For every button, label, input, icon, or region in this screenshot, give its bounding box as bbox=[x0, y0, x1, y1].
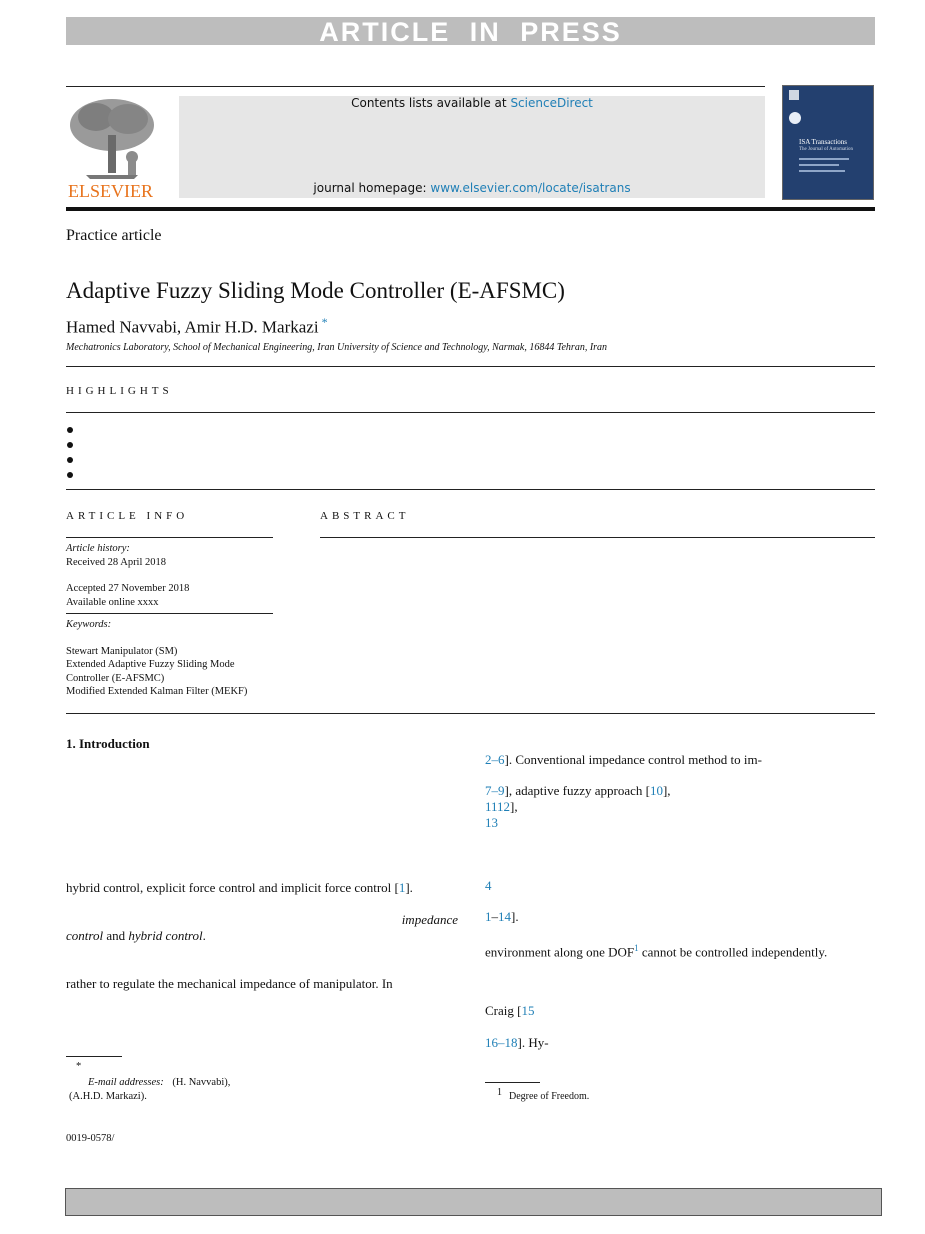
citation-link[interactable]: 13 bbox=[485, 815, 498, 830]
text: E-mail addresses: bbox=[88, 1077, 164, 1088]
citation-link[interactable]: 10 bbox=[649, 783, 663, 798]
text: Craig [ bbox=[485, 1003, 522, 1018]
body-line bbox=[485, 940, 876, 960]
text: ]. Conventional impedance control method to im- bbox=[504, 752, 762, 767]
citation-link[interactable]: 1 bbox=[398, 880, 406, 895]
issn: 0019-0578/ bbox=[66, 1133, 115, 1144]
cover-line bbox=[799, 170, 845, 172]
keywords-label: Keywords: bbox=[66, 619, 112, 630]
journal-homepage-link[interactable]: www.elsevier.com/locate/isatrans bbox=[430, 181, 631, 195]
cover-line bbox=[799, 158, 849, 160]
contents-line bbox=[179, 96, 765, 110]
abstract-rule bbox=[320, 537, 875, 538]
keyword: Extended Adaptive Fuzzy Sliding Mode bbox=[66, 659, 235, 670]
sciencedirect-link[interactable]: ScienceDirect bbox=[510, 96, 593, 110]
footnote-link[interactable]: 1 bbox=[634, 943, 639, 953]
text: (H. Navvabi), bbox=[172, 1077, 231, 1088]
contents-prefix: Contents lists available at bbox=[351, 96, 511, 110]
keyword: Modified Extended Kalman Filter (MEKF) bbox=[66, 686, 248, 697]
article-info-heading: ARTICLE INFO bbox=[66, 510, 189, 522]
article-in-press-banner: ARTICLE IN PRESS bbox=[66, 17, 875, 45]
footnote-rule bbox=[66, 1056, 122, 1057]
cover-line bbox=[799, 164, 839, 166]
citation-link[interactable]: 16–18 bbox=[485, 1035, 518, 1050]
text: control bbox=[66, 928, 104, 943]
text: . bbox=[202, 928, 206, 943]
paper-title: Adaptive Fuzzy Sliding Mode Controller (E-AFSMC) bbox=[66, 278, 565, 303]
text: ], adaptive fuzzy approach [ bbox=[504, 783, 650, 798]
publisher-name: ELSEVIER bbox=[68, 181, 153, 201]
citation-link[interactable]: 14 bbox=[498, 909, 511, 924]
citation-link[interactable]: 4 bbox=[485, 878, 492, 893]
cover-logo-icon bbox=[789, 90, 799, 100]
footnote-text: Degree of Freedom. bbox=[509, 1091, 590, 1102]
affiliation: Mechatronics Laboratory, School of Mechanical Engineering, Iran University of Science and Technology, Narmak, 16844 Tehran, Iran bbox=[66, 342, 608, 353]
citation-link[interactable]: 1 bbox=[485, 909, 492, 924]
body-line bbox=[485, 752, 762, 768]
introduction-heading: 1. Introduction bbox=[66, 736, 150, 751]
text: ]. bbox=[405, 880, 413, 895]
body-line bbox=[485, 909, 519, 925]
homepage-line bbox=[179, 181, 765, 195]
article-history bbox=[66, 542, 276, 609]
citation-link[interactable]: 1112 bbox=[485, 799, 511, 814]
online-date: Available online xxxx bbox=[66, 596, 159, 608]
text: environment along one DOF bbox=[485, 944, 635, 960]
body-line bbox=[485, 799, 518, 815]
highlight-bullet bbox=[67, 472, 73, 478]
article-type: Practice article bbox=[66, 227, 162, 244]
text: ]. Hy- bbox=[517, 1035, 549, 1050]
footnote-rule bbox=[485, 1082, 540, 1083]
cover-isa-icon bbox=[789, 112, 801, 124]
text: and bbox=[103, 928, 129, 943]
rule-below-highlights bbox=[66, 489, 875, 490]
text: – bbox=[491, 909, 498, 924]
text: ], bbox=[662, 783, 671, 798]
cover-title: ISA Transactions bbox=[799, 138, 848, 146]
highlights-heading: HIGHLIGHTS bbox=[66, 385, 173, 397]
bottom-citation-bar bbox=[65, 1188, 882, 1216]
text: hybrid control bbox=[128, 928, 203, 943]
rule-above-highlights bbox=[66, 366, 875, 367]
email-line bbox=[88, 1076, 230, 1090]
header-top-rule bbox=[66, 86, 765, 87]
intro-line: impedance bbox=[401, 912, 458, 927]
highlight-bullet bbox=[67, 442, 73, 448]
body-line bbox=[485, 783, 671, 799]
email-line-2: (A.H.D. Markazi). bbox=[69, 1091, 147, 1102]
corresponding-author-mark[interactable]: * bbox=[321, 315, 328, 329]
intro-line: rather to regulate the mechanical impedance of manipulator. In bbox=[66, 976, 393, 991]
text: cannot be controlled independently. bbox=[638, 944, 828, 960]
tree-icon bbox=[66, 95, 158, 181]
intro-line bbox=[66, 928, 206, 944]
rule-below-highlights-heading bbox=[66, 412, 875, 413]
highlight-bullet bbox=[67, 457, 73, 463]
authors: Hamed Navvabi, Amir H.D. Markazi bbox=[66, 317, 319, 337]
journal-cover bbox=[782, 85, 874, 200]
text: ], bbox=[510, 799, 518, 814]
body-line bbox=[485, 1003, 534, 1019]
article-info-rule bbox=[66, 537, 273, 538]
author-line bbox=[66, 315, 328, 338]
intro-line bbox=[66, 880, 458, 896]
citation-link[interactable]: 7–9 bbox=[485, 783, 505, 798]
keywords-rule bbox=[66, 613, 273, 614]
keyword: Controller (E-AFSMC) bbox=[66, 672, 165, 684]
text: hybrid control, explicit force control and implicit force control [ bbox=[66, 880, 399, 895]
citation-link[interactable]: 15 bbox=[521, 1003, 535, 1018]
homepage-prefix: journal homepage: bbox=[313, 181, 431, 195]
footnote-star: * bbox=[76, 1061, 82, 1072]
cover-subtitle: The Journal of Automation bbox=[799, 147, 854, 152]
keyword: Stewart Manipulator (SM) bbox=[66, 645, 178, 657]
rule-above-body bbox=[66, 713, 875, 714]
received-date: Received 28 April 2018 bbox=[66, 556, 167, 568]
history-label: Article history: bbox=[66, 543, 130, 554]
body-line bbox=[485, 1035, 549, 1051]
citation-link[interactable]: 2–6 bbox=[485, 752, 505, 767]
elsevier-logo bbox=[66, 95, 158, 199]
highlight-bullet bbox=[67, 427, 73, 433]
header-thick-rule bbox=[66, 207, 875, 211]
keywords-block bbox=[66, 618, 276, 699]
footnote-number: 1 bbox=[497, 1087, 502, 1098]
abstract-heading: ABSTRACT bbox=[320, 510, 410, 522]
text: ]. bbox=[511, 909, 519, 924]
accepted-date: Accepted 27 November 2018 bbox=[66, 583, 190, 594]
